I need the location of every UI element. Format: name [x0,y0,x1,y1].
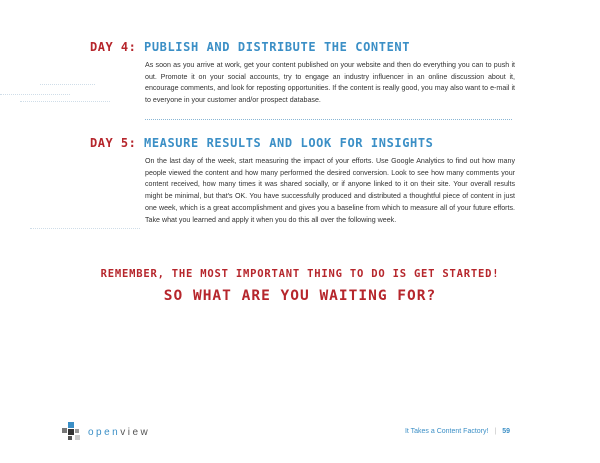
side-decoration-rule [40,84,95,85]
logo-wordmark: openview [88,426,151,438]
callout-remember: REMEMBER, THE MOST IMPORTANT THING TO DO IS GET STARTED! [100,268,500,280]
section-divider [145,119,512,120]
openview-logo [62,422,150,442]
side-decoration-rule [20,101,110,102]
day5-body: On the last day of the week, start measuring the impact of your efforts. Use Google Analytics to find out how many people viewed the content and how many performed the desired conversion. Look to see how many comments your content received, how many times it was shared socially, or if anyone linked to it on their site. Your overall results might be minimal, but that's OK. You have successfully produced and distributed a thoughtful piece of content in just one week, which is a great accomplishment and gives you a baseline from which to measure all of your future efforts. Take what you learned and apply it when you do this all over the following week. [145,157,515,224]
side-decoration-rule [30,228,140,229]
day5-title: MEASURE RESULTS AND LOOK FOR INSIGHTS [144,136,434,150]
logo-squares-icon [62,422,82,442]
page-footer [405,428,510,435]
callout-waiting: SO WHAT ARE YOU WAITING FOR? [163,288,437,304]
footer-separator: | [494,428,497,435]
day4-label: DAY 4: [90,40,137,54]
side-decoration-rule [0,94,70,95]
day4-heading [90,40,410,54]
page-number: 59 [502,428,510,435]
footer-title: It Takes a Content Factory! [404,428,489,435]
day4-body: As soon as you arrive at work, get your content published on your website and then do everything you can to push it out. Promote it on your social accounts, try to engage an industry influencer in an online discussion about it, encourage comments, and look for reposting opportunities. If the content is really good, you may also want to e-mail it to everyone in your customer and/or prospect database. [145,61,515,105]
day5-label: DAY 5: [90,136,137,150]
day5-heading [90,136,434,150]
day4-title: PUBLISH AND DISTRIBUTE THE CONTENT [144,40,411,54]
